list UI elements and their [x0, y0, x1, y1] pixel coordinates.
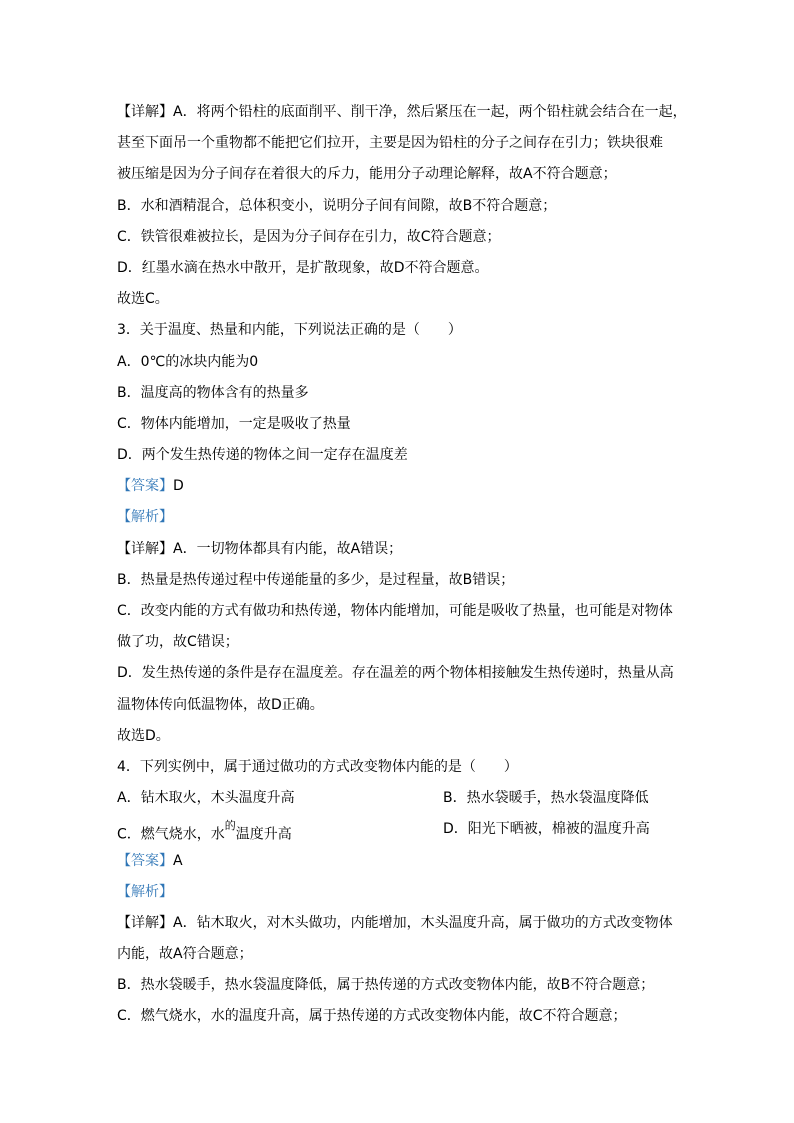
option-right-column: D．阳光下晒被，棉被的温度升高 — [443, 821, 650, 838]
section-tag: 【详解】 — [117, 914, 173, 931]
section-tag: 【答案】 — [117, 852, 173, 869]
text-line — [117, 97, 687, 128]
option-right-column: B．热水袋暖手，热水袋温度降低 — [443, 790, 649, 807]
section-tag: 【详解】 — [117, 540, 173, 557]
text-line — [117, 471, 677, 502]
line-text: B．水和酒精混合，总体积变小，说明分子间有间隙，故B不符合题意； — [117, 197, 557, 214]
line-text: A．钻木取火，对木头做功，内能增加，木头温度升高，属于做功的方式改变物体 — [173, 914, 673, 931]
section-tag: 【详解】 — [117, 104, 173, 120]
text-line — [117, 970, 677, 1001]
line-text: C．改变内能的方式有做功和热传递，物体内能增加，可能是吸收了热量，也可能是对物体 — [117, 603, 673, 619]
line-text: 温物体传向低温物体，故D正确。 — [117, 696, 324, 713]
text-line — [117, 284, 677, 315]
line-text: 4．下列实例中，属于通过做功的方式改变物体内能的是（ ） — [117, 758, 518, 775]
line-text: C．燃气烧水，水的温度升高，属于热传递的方式改变物体内能，故C不符合题意； — [117, 1008, 627, 1025]
line-text: C．物体内能增加，一定是吸收了热量 — [117, 415, 351, 432]
line-text: B．热量是热传递过程中传递能量的多少，是过程量，故B错误； — [117, 571, 515, 588]
line-text: 故选C。 — [117, 291, 169, 308]
text-line — [117, 658, 677, 689]
text-line — [117, 752, 677, 783]
line-text: A．钻木取火，木头温度升高 — [117, 790, 295, 807]
line-text: A．一切物体都具有内能，故A错误； — [173, 540, 403, 557]
line-text: A — [173, 852, 183, 869]
text-line — [117, 409, 677, 440]
line-text: 3．关于温度、热量和内能，下列说法正确的是（ ） — [117, 322, 462, 339]
text-line — [117, 690, 677, 721]
text-line — [117, 128, 677, 159]
line-text: D．红墨水滴在热水中散开，是扩散现象，故D不符合题意。 — [117, 259, 489, 276]
line-text-continued: 温度升高 — [235, 826, 292, 843]
line-text: B．热水袋暖手，热水袋温度降低，属于热传递的方式改变物体内能，故B不符合题意； — [117, 977, 655, 994]
line-text: 做了功，故C错误； — [117, 634, 239, 651]
text-line — [117, 877, 677, 908]
line-text: 故选D。 — [117, 727, 170, 744]
document-page — [117, 97, 687, 1033]
text-line — [117, 440, 677, 471]
text-line — [117, 721, 677, 752]
line-text: 内能，故A符合题意； — [117, 946, 253, 963]
text-line — [117, 502, 677, 533]
line-text: A．0℃的冰块内能为0 — [117, 353, 259, 370]
text-line — [117, 846, 677, 877]
line-text: C．铁管很难被拉长，是因为分子间存在引力，故C符合题意； — [117, 228, 501, 245]
text-line — [117, 378, 677, 409]
text-line — [117, 908, 677, 939]
section-tag: 【解析】 — [117, 883, 173, 900]
text-line — [117, 565, 677, 596]
text-line — [117, 939, 677, 970]
text-line — [117, 627, 677, 658]
text-line — [117, 191, 677, 222]
line-text: C．燃气烧水，水 — [117, 826, 225, 843]
line-text: 甚至下面吊一个重物都不能把它们拉开，主要是因为铅柱的分子之间存在引力；铁块很难 — [117, 135, 663, 152]
text-line — [117, 253, 677, 284]
line-text: D．发生热传递的条件是存在温度差。存在温差的两个物体相接触发生热传递时，热量从高 — [117, 665, 674, 682]
text-line — [117, 347, 677, 378]
line-text: D．两个发生热传递的物体之间一定存在温度差 — [117, 447, 408, 464]
text-line — [117, 315, 677, 346]
superscript-text: 的 — [224, 819, 236, 833]
text-line — [117, 534, 677, 565]
text-line — [117, 1001, 677, 1032]
line-text: D — [173, 478, 184, 495]
section-tag: 【答案】 — [117, 478, 173, 495]
text-line — [117, 222, 677, 253]
line-text: B．温度高的物体含有的热量多 — [117, 384, 309, 401]
text-line — [117, 783, 677, 814]
text-line — [117, 814, 677, 845]
text-line — [117, 159, 677, 190]
text-line — [117, 596, 677, 627]
section-tag: 【解析】 — [117, 509, 173, 526]
line-text: A．将两个铅柱的底面削平、削干净，然后紧压在一起，两个铅柱就会结合在一起， — [173, 104, 687, 120]
line-text: 被压缩是因为分子间存在着很大的斥力，能用分子动理论解释，故A不符合题意； — [117, 166, 617, 183]
